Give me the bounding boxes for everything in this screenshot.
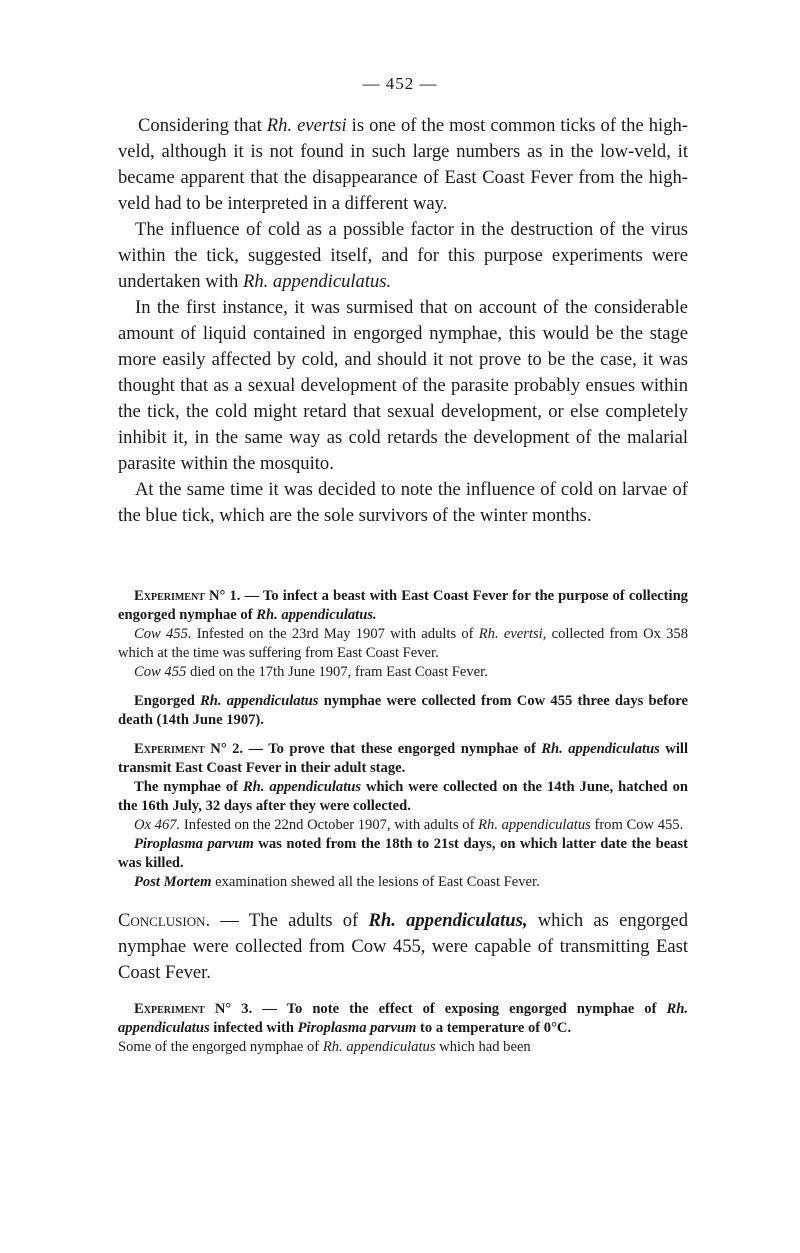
experiment-1-line-2: Cow 455 died on the 17th June 1907, fram East Coast Fever. — [134, 664, 488, 680]
experiment-1 — [118, 587, 688, 682]
experiment-1-title: Experiment N° 1. — To infect a beast with East Coast Fever for the purpose of collecting engorged nymphae of Rh. appendiculatus. — [118, 588, 688, 623]
experiment-3-title: Experiment N° 3. — To note the effect of exposing engorged nymphae of Rh. appendiculatus infected with Piroplasma parvum to a temperature of 0°C. — [118, 1001, 688, 1036]
conclusion — [118, 908, 688, 986]
experiment-2-title: Experiment N° 2. — To prove that these engorged nymphae of Rh. appendiculatus will transmit East Coast Fever in their adult stage. — [118, 741, 689, 776]
experiment-1-line-3: Engorged Rh. appendiculatus nymphae were collected from Cow 455 three days before death (14th June 1907). — [118, 693, 689, 728]
paragraph-3: In the first instance, it was surmised that on account of the considerable amount of liquid contained in engorged nymphae, this would be the stage more easily affected by cold, and should it not prove to be the case, it was thought that as a sexual development of the parasite probably ensues within the tick, the cold might retard that sexual development, or else completely inhibit it, in the same way as cold retards the development of the malarial parasite within the mosquito. — [118, 297, 688, 474]
experiment-1-line-1: Cow 455. Infested on the 23rd May 1907 with adults of Rh. evertsi, collected from Ox 358 which at the time was suffering from East Coast Fever. — [118, 626, 689, 661]
paragraph-1: Considering that Rh. evertsi is one of the most common ticks of the high-veld, although it is not found in such large numbers as in the low-veld, it became apparent that the disappearance of East Coast Fever from the high-veld had to be interpreted in a different way. — [118, 115, 688, 214]
experiments-section — [118, 587, 688, 902]
experiment-2-line-4: Post Mortem examination shewed all the lesions of East Coast Fever. — [134, 874, 540, 890]
experiment-3 — [118, 1000, 688, 1057]
paragraph-2: The influence of cold as a possible factor in the destruction of the virus within the tick, suggested itself, and for this purpose experiments were undertaken with Rh. appendiculatus. — [118, 219, 688, 292]
conclusion-text: Conclusion. — The adults of Rh. appendiculatus, which as engorged nymphae were collected from Cow 455, were capable of transmitting East Coast Fever. — [118, 910, 688, 983]
page-number: — 452 — — [362, 74, 438, 93]
experiment-1-result — [118, 692, 688, 730]
main-text — [118, 113, 688, 529]
experiment-2-line-1: The nymphae of Rh. appendiculatus which were collected on the 14th June, hatched on the 16th July, 32 days after they were collected. — [118, 779, 688, 814]
paragraph-4: At the same time it was decided to note the influence of cold on larvae of the blue tick, which are the sole survivors of the winter months. — [118, 479, 688, 526]
experiment-3-line-1: Some of the engorged nymphae of Rh. appendiculatus which had been — [118, 1039, 531, 1055]
experiment-2-line-2: Ox 467. Infested on the 22nd October 1907, with adults of Rh. appendiculatus from Cow 455. — [134, 817, 684, 833]
experiment-2-line-3: Piroplasma parvum was noted from the 18th to 21st days, on which latter date the beast was killed. — [118, 836, 689, 871]
experiment-2 — [118, 740, 688, 892]
